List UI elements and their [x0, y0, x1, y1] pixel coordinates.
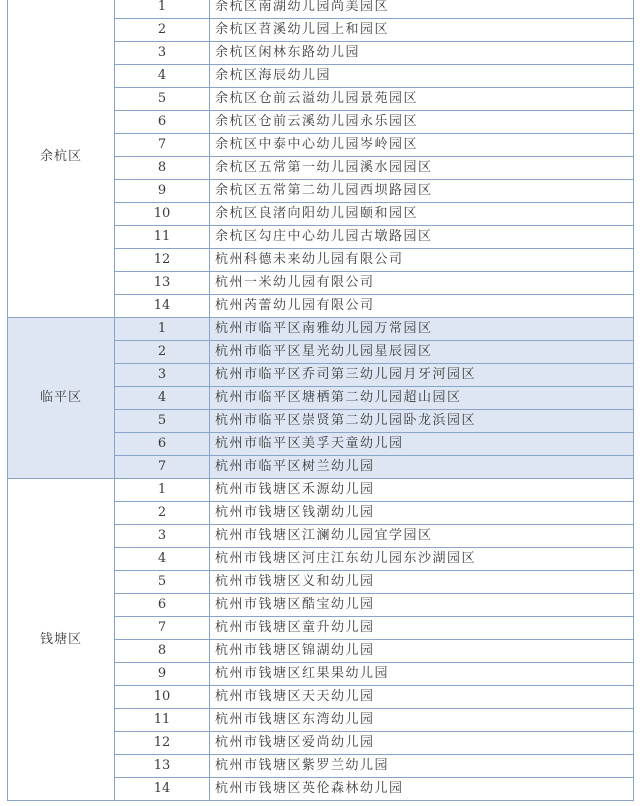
- row-number: 3: [115, 42, 210, 65]
- row-number: 3: [115, 364, 210, 387]
- kindergarten-name: 杭州市钱塘区江澜幼儿园宜学园区: [210, 525, 634, 548]
- kindergarten-name: 余杭区苕溪幼儿园上和园区: [210, 19, 634, 42]
- row-number: 1: [115, 0, 210, 19]
- kindergarten-name: 余杭区勾庄中心幼儿园古墩路园区: [210, 226, 634, 249]
- district-cell: 临平区: [8, 318, 115, 479]
- kindergarten-name: 余杭区闲林东路幼儿园: [210, 42, 634, 65]
- kindergarten-name: 余杭区海辰幼儿园: [210, 65, 634, 88]
- row-number: 7: [115, 134, 210, 157]
- row-number: 1: [115, 479, 210, 502]
- row-number: 7: [115, 456, 210, 479]
- kindergarten-name: 杭州市钱塘区钱潮幼儿园: [210, 502, 634, 525]
- row-number: 10: [115, 686, 210, 709]
- row-number: 11: [115, 226, 210, 249]
- row-number: 14: [115, 295, 210, 318]
- row-number: 4: [115, 387, 210, 410]
- row-number: 14: [115, 778, 210, 801]
- kindergarten-name: 杭州芮蕾幼儿园有限公司: [210, 295, 634, 318]
- kindergarten-name: 杭州市钱塘区紫罗兰幼儿园: [210, 755, 634, 778]
- row-number: 12: [115, 249, 210, 272]
- row-number: 6: [115, 111, 210, 134]
- kindergarten-table: [7, 0, 634, 801]
- row-number: 10: [115, 203, 210, 226]
- kindergarten-name: 杭州市钱塘区东湾幼儿园: [210, 709, 634, 732]
- kindergarten-name: 杭州市钱塘区童升幼儿园: [210, 617, 634, 640]
- kindergarten-name: 余杭区五常第一幼儿园溪水园园区: [210, 157, 634, 180]
- table-row: [8, 0, 634, 19]
- kindergarten-name: 杭州市钱塘区酷宝幼儿园: [210, 594, 634, 617]
- row-number: 9: [115, 180, 210, 203]
- row-number: 7: [115, 617, 210, 640]
- row-number: 8: [115, 640, 210, 663]
- kindergarten-name: 余杭区仓前云溢幼儿园景苑园区: [210, 88, 634, 111]
- kindergarten-name: 杭州市钱塘区河庄江东幼儿园东沙湖园区: [210, 548, 634, 571]
- kindergarten-name: 杭州科德未来幼儿园有限公司: [210, 249, 634, 272]
- row-number: 3: [115, 525, 210, 548]
- kindergarten-name: 余杭区良渚向阳幼儿园颐和园区: [210, 203, 634, 226]
- kindergarten-name: 杭州市临平区塘栖第二幼儿园超山园区: [210, 387, 634, 410]
- row-number: 2: [115, 341, 210, 364]
- kindergarten-name: 杭州市钱塘区锦湖幼儿园: [210, 640, 634, 663]
- kindergarten-name: 杭州市临平区南雅幼儿园万常园区: [210, 318, 634, 341]
- kindergarten-name: 杭州市钱塘区英伦森林幼儿园: [210, 778, 634, 801]
- row-number: 5: [115, 571, 210, 594]
- row-number: 9: [115, 663, 210, 686]
- kindergarten-name: 余杭区五常第二幼儿园西坝路园区: [210, 180, 634, 203]
- kindergarten-name: 杭州市钱塘区爱尚幼儿园: [210, 732, 634, 755]
- kindergarten-name: 杭州市临平区星光幼儿园星辰园区: [210, 341, 634, 364]
- row-number: 5: [115, 88, 210, 111]
- table-row: [8, 318, 634, 341]
- row-number: 4: [115, 65, 210, 88]
- district-cell: 余杭区: [8, 0, 115, 318]
- kindergarten-name: 杭州市临平区崇贤第二幼儿园卧龙浜园区: [210, 410, 634, 433]
- district-cell: 钱塘区: [8, 479, 115, 801]
- row-number: 5: [115, 410, 210, 433]
- row-number: 13: [115, 755, 210, 778]
- row-number: 13: [115, 272, 210, 295]
- table-body: [8, 0, 634, 801]
- kindergarten-name: 余杭区仓前云溪幼儿园永乐园区: [210, 111, 634, 134]
- row-number: 8: [115, 157, 210, 180]
- row-number: 11: [115, 709, 210, 732]
- kindergarten-name: 杭州市钱塘区义和幼儿园: [210, 571, 634, 594]
- row-number: 12: [115, 732, 210, 755]
- kindergarten-name: 杭州市临平区乔司第三幼儿园月牙河园区: [210, 364, 634, 387]
- row-number: 2: [115, 502, 210, 525]
- row-number: 2: [115, 19, 210, 42]
- kindergarten-name: 杭州一米幼儿园有限公司: [210, 272, 634, 295]
- kindergarten-name: 杭州市钱塘区天天幼儿园: [210, 686, 634, 709]
- kindergarten-name: 余杭区中泰中心幼儿园岑岭园区: [210, 134, 634, 157]
- kindergarten-name: 杭州市临平区树兰幼儿园: [210, 456, 634, 479]
- kindergarten-name: 杭州市钱塘区禾源幼儿园: [210, 479, 634, 502]
- kindergarten-name: 余杭区南湖幼儿园尚美园区: [210, 0, 634, 19]
- table-row: [8, 479, 634, 502]
- row-number: 6: [115, 433, 210, 456]
- row-number: 6: [115, 594, 210, 617]
- row-number: 4: [115, 548, 210, 571]
- kindergarten-name: 杭州市钱塘区红果果幼儿园: [210, 663, 634, 686]
- row-number: 1: [115, 318, 210, 341]
- kindergarten-name: 杭州市临平区美孚天童幼儿园: [210, 433, 634, 456]
